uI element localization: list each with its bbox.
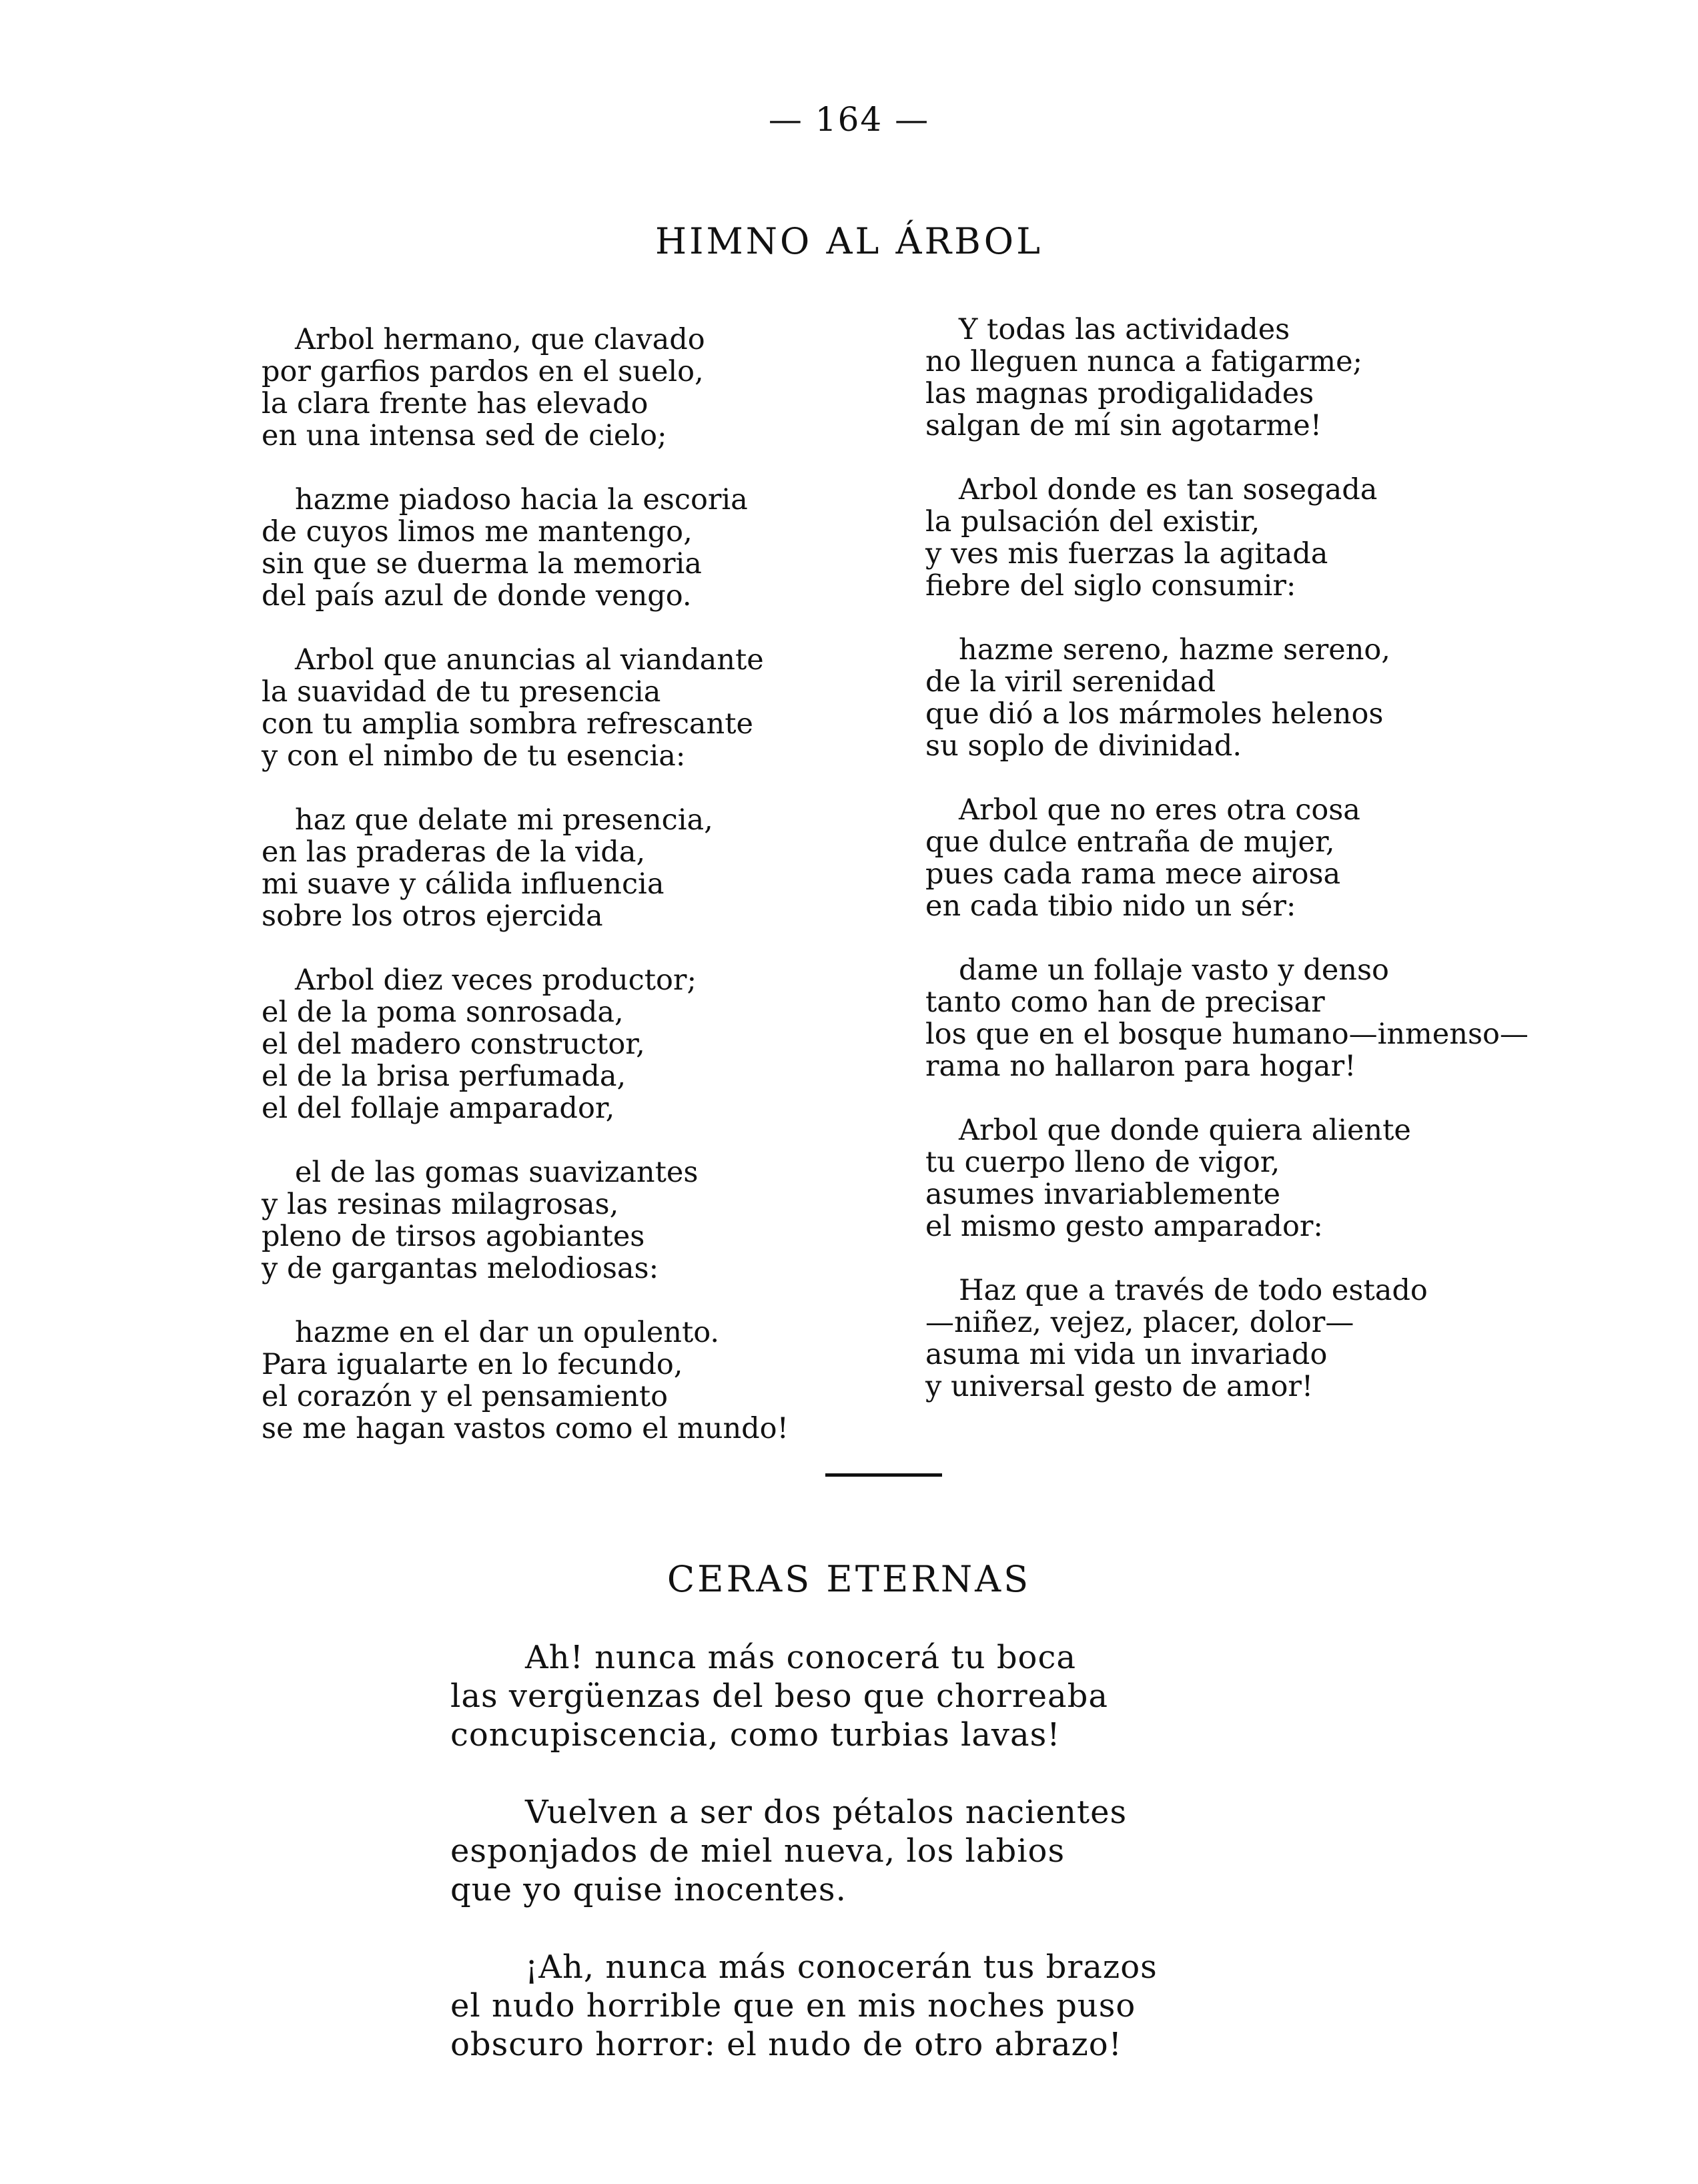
verse-line: fiebre del siglo consumir: bbox=[925, 569, 1296, 603]
verse-line: se me hagan vastos como el mundo! bbox=[262, 1412, 789, 1445]
verse-line: Arbol que anuncias al viandante bbox=[295, 643, 764, 677]
verse-line: y las resinas milagrosas, bbox=[262, 1188, 619, 1221]
stanza bbox=[262, 484, 815, 612]
stanza bbox=[450, 1948, 1318, 2064]
verse-line: asuma mi vida un invariado bbox=[925, 1338, 1328, 1371]
verse-line: tu cuerpo lleno de vigor, bbox=[925, 1146, 1280, 1179]
stanza bbox=[925, 1275, 1546, 1403]
verse-line: haz que delate mi presencia, bbox=[295, 803, 713, 837]
stanza bbox=[925, 794, 1546, 922]
verse-line: Arbol que no eres otra cosa bbox=[959, 793, 1360, 827]
stanza bbox=[262, 324, 815, 452]
verse-line: sobre los otros ejercida bbox=[262, 899, 603, 933]
verse-line: hazme en el dar un opulento. bbox=[295, 1316, 720, 1349]
verse-line: obscuro horror: el nudo de otro abrazo! bbox=[450, 2026, 1122, 2063]
stanza bbox=[262, 804, 815, 932]
verse-line: Arbol hermano, que clavado bbox=[295, 323, 705, 356]
verse-line: que dió a los mármoles helenos bbox=[925, 697, 1384, 731]
verse-line: la pulsación del existir, bbox=[925, 505, 1260, 538]
poem2-body bbox=[450, 1638, 1318, 2103]
verse-line: y ves mis fuerzas la agitada bbox=[925, 537, 1328, 571]
verse-line: de cuyos limos me mantengo, bbox=[262, 515, 693, 549]
verse-line: la clara frente has elevado bbox=[262, 387, 649, 420]
verse-line: asumes invariablemente bbox=[925, 1178, 1281, 1211]
stanza bbox=[925, 1114, 1546, 1242]
verse-line: Arbol donde es tan sosegada bbox=[959, 473, 1378, 506]
stanza bbox=[925, 954, 1546, 1082]
poem1-right-column bbox=[925, 314, 1546, 1435]
verse-line: el mismo gesto amparador: bbox=[925, 1210, 1323, 1243]
verse-line: ¡Ah, nunca más conocerán tus brazos bbox=[525, 1948, 1158, 1986]
verse-line: el del follaje amparador, bbox=[262, 1092, 615, 1125]
verse-line: y con el nimbo de tu esencia: bbox=[262, 739, 686, 773]
verse-line: Arbol que donde quiera aliente bbox=[959, 1114, 1411, 1147]
verse-line: tanto como han de precisar bbox=[925, 986, 1325, 1019]
verse-line: mi suave y cálida influencia bbox=[262, 867, 665, 901]
verse-line: Para igualarte en lo fecundo, bbox=[262, 1348, 683, 1381]
verse-line: salgan de mí sin agotarme! bbox=[925, 409, 1322, 442]
verse-line: con tu amplia sombra refrescante bbox=[262, 707, 753, 741]
verse-line: rama no hallaron para hogar! bbox=[925, 1050, 1356, 1083]
verse-line: y universal gesto de amor! bbox=[925, 1370, 1314, 1403]
poem-title-ceras-eternas: CERAS ETERNAS bbox=[667, 1558, 1031, 1600]
stanza bbox=[450, 1638, 1318, 1754]
verse-line: del país azul de donde vengo. bbox=[262, 579, 692, 613]
verse-line: —niñez, vejez, placer, dolor— bbox=[925, 1306, 1354, 1339]
verse-line: las vergüenzas del beso que chorreaba bbox=[450, 1678, 1109, 1715]
verse-line: su soplo de divinidad. bbox=[925, 729, 1242, 763]
verse-line: en cada tibio nido un sér: bbox=[925, 889, 1296, 923]
stanza bbox=[450, 1793, 1318, 1909]
verse-line: los que en el bosque humano—inmenso— bbox=[925, 1018, 1529, 1051]
verse-line: en una intensa sed de cielo; bbox=[262, 419, 667, 452]
verse-line: dame un follaje vasto y denso bbox=[959, 954, 1389, 987]
verse-line: por garfios pardos en el suelo, bbox=[262, 355, 704, 388]
verse-line: el corazón y el pensamiento bbox=[262, 1380, 668, 1413]
verse-line: el nudo horrible que en mis noches puso bbox=[450, 1987, 1136, 2025]
verse-line: el de las gomas suavizantes bbox=[295, 1156, 699, 1189]
verse-line: pleno de tirsos agobiantes bbox=[262, 1220, 645, 1253]
verse-line: no lleguen nunca a fatigarme; bbox=[925, 345, 1363, 378]
verse-line: sin que se duerma la memoria bbox=[262, 547, 702, 581]
verse-line: Haz que a través de todo estado bbox=[959, 1274, 1428, 1307]
stanza bbox=[925, 474, 1546, 602]
verse-line: Y todas las actividades bbox=[959, 313, 1290, 346]
verse-line: el del madero constructor, bbox=[262, 1028, 645, 1061]
section-divider bbox=[825, 1473, 942, 1477]
verse-line: la suavidad de tu presencia bbox=[262, 675, 661, 709]
verse-line: que dulce entraña de mujer, bbox=[925, 825, 1335, 859]
stanza bbox=[262, 644, 815, 772]
verse-line: en las praderas de la vida, bbox=[262, 835, 646, 869]
stanza bbox=[925, 314, 1546, 442]
poem-title-himno-al-arbol: HIMNO AL ÁRBOL bbox=[655, 220, 1043, 262]
verse-line: de la viril serenidad bbox=[925, 665, 1216, 699]
verse-line: concupiscencia, como turbias lavas! bbox=[450, 1716, 1061, 1754]
verse-line: Ah! nunca más conocerá tu boca bbox=[525, 1639, 1076, 1676]
verse-line: el de la poma sonrosada, bbox=[262, 996, 624, 1029]
verse-line: esponjados de miel nueva, los labios bbox=[450, 1832, 1066, 1870]
verse-line: hazme piadoso hacia la escoria bbox=[295, 483, 748, 516]
verse-line: Arbol diez veces productor; bbox=[295, 964, 697, 997]
verse-line: pues cada rama mece airosa bbox=[925, 857, 1341, 891]
verse-line: el de la brisa perfumada, bbox=[262, 1060, 626, 1093]
verse-line: que yo quise inocentes. bbox=[450, 1871, 847, 1908]
stanza bbox=[262, 1156, 815, 1285]
verse-line: y de gargantas melodiosas: bbox=[262, 1252, 659, 1285]
stanza bbox=[262, 1317, 815, 1445]
stanza bbox=[925, 634, 1546, 762]
poem1-left-column bbox=[262, 324, 815, 1477]
page-number: — 164 — bbox=[768, 100, 930, 139]
verse-line: hazme sereno, hazme sereno, bbox=[959, 633, 1390, 667]
verse-line: las magnas prodigalidades bbox=[925, 377, 1314, 410]
stanza bbox=[262, 964, 815, 1124]
verse-line: Vuelven a ser dos pétalos nacientes bbox=[525, 1794, 1128, 1831]
